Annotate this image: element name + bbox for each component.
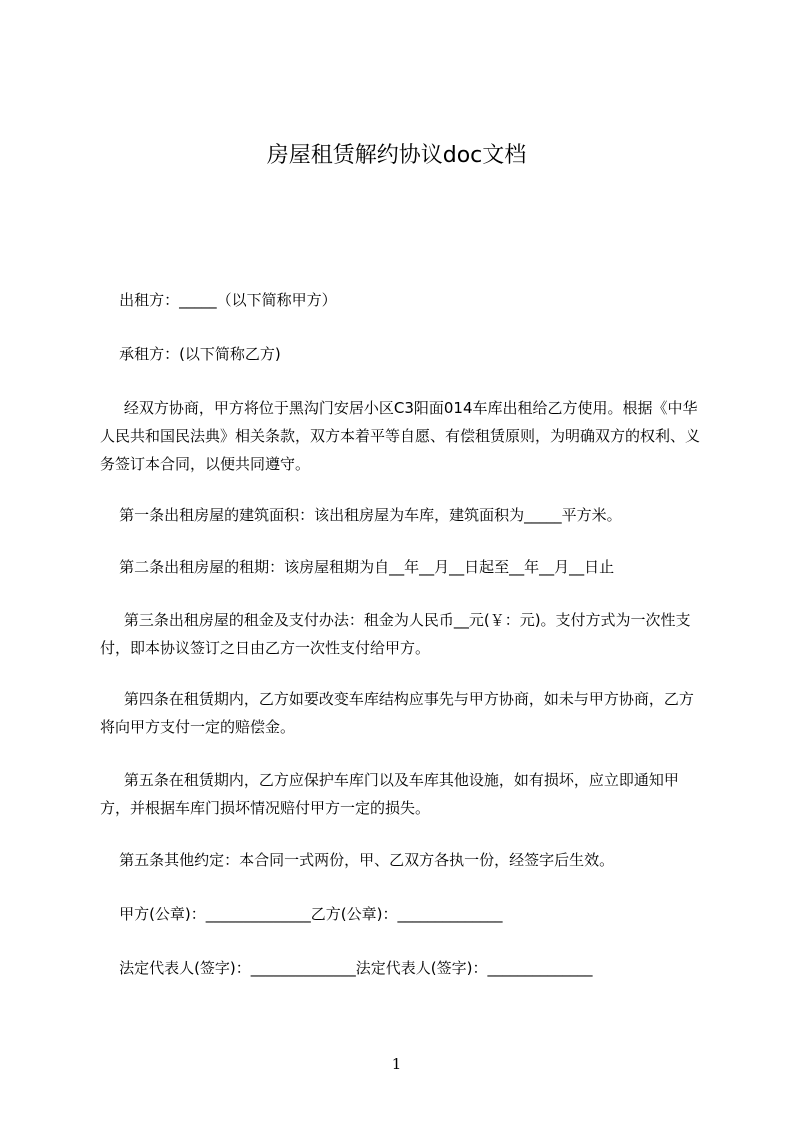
clause-3: 第三条出租房屋的租金及支付办法：租金为人民币__元(￥：元)。支付方式为一次性支付，即本协议签订之日由乙方一次性支付给甲方。 [100,611,691,657]
seal-line: 甲方(公章)：______________乙方(公章)：______________ [100,905,503,923]
clause-4: 第四条在租赁期内，乙方如要改变车库结构应事先与甲方协商，如未与甲方协商，乙方将向甲方支付一定的赔偿金。 [100,690,694,736]
clause-2: 第二条出租房屋的租期：该房屋租期为自__年__月__日起至__年__月__日止 [100,558,615,576]
signature-line: 法定代表人(签字)：______________法定代表人(签字)：______________ [100,959,593,977]
page-title: 房屋租赁解约协议doc文档 [266,143,527,168]
other-terms-clause: 第五条其他约定：本合同一式两份，甲、乙双方各执一份，经签字后生效。 [100,851,615,869]
lessor-line: 出租方：_____（以下简称甲方） [100,291,337,309]
clause-1: 第一条出租房屋的建筑面积：该出租房屋为车库，建筑面积为_____平方米。 [100,506,622,524]
clause-5: 第五条在租赁期内，乙方应保护车库门以及车库其他设施，如有损坏，应立即通知甲方，并根据车库门损坏情况赔付甲方一定的损失。 [100,771,679,817]
lessee-line: 承租方：(以下简称乙方) [100,345,281,363]
page-number: 1 [391,1055,402,1073]
preamble-paragraph: 经双方协商，甲方将位于黑沟门安居小区C3阳面014车库出租给乙方使用。根据《中华人民共和国民法典》相关条款，双方本着平等自愿、有偿租赁原则，为明确双方的权利、义务签订本合同，以便共同遵守。 [100,399,701,473]
